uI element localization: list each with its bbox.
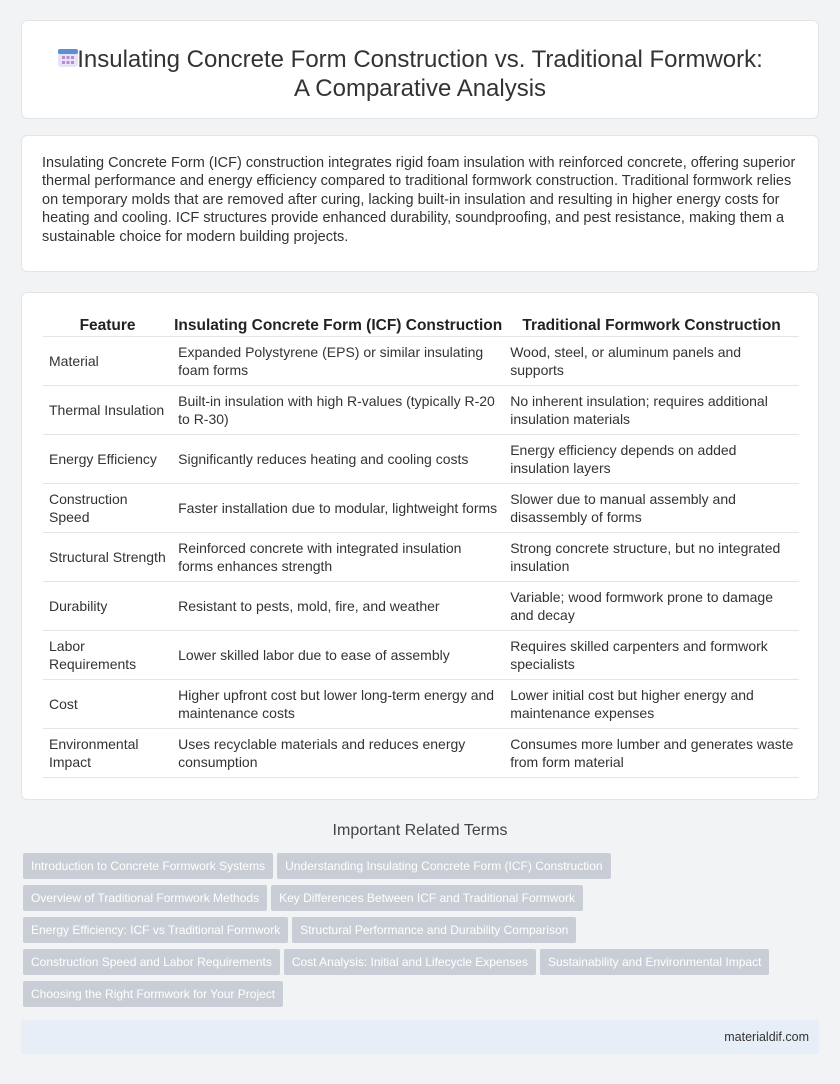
feature-cell: Environmental Impact [43, 729, 172, 778]
feature-cell: Material [43, 337, 172, 386]
traditional-cell: Strong concrete structure, but no integrated insulation [504, 533, 799, 582]
feature-cell: Construction Speed [43, 484, 172, 533]
table-row [43, 337, 799, 386]
icf-cell: Higher upfront cost but lower long-term energy and maintenance costs [172, 680, 504, 729]
title-card [21, 20, 819, 119]
intro-card [21, 135, 819, 272]
related-term-tag[interactable]: Sustainability and Environmental Impact [540, 949, 769, 975]
table-row [43, 631, 799, 680]
page-title-line1: Insulating Concrete Form Construction vs. Traditional Formwork: [77, 46, 763, 73]
page-title [22, 45, 818, 103]
feature-cell: Labor Requirements [43, 631, 172, 680]
icf-cell: Uses recyclable materials and reduces energy consumption [172, 729, 504, 778]
feature-cell: Structural Strength [43, 533, 172, 582]
table-row [43, 729, 799, 778]
table-row [43, 533, 799, 582]
related-term-tag[interactable]: Key Differences Between ICF and Traditional Formwork [271, 885, 583, 911]
page-title-line2: A Comparative Analysis [293, 75, 547, 102]
icf-cell: Faster installation due to modular, lightweight forms [172, 484, 504, 533]
intro-paragraph: Insulating Concrete Form (ICF) construction integrates rigid foam insulation with reinforced concrete, offering superior thermal performance and energy efficiency compared to traditional formwork construction. Traditional formwork relies on temporary molds that are removed after curing, lacking built-in insulation and resulting in higher energy costs for heating and cooling. ICF structures provide enhanced durability, soundproofing, and pest resistance, making them a sustainable choice for modern building projects. [42, 155, 796, 245]
feature-cell: Durability [43, 582, 172, 631]
header-icf: Insulating Concrete Form (ICF) Construction [172, 315, 504, 337]
header-traditional: Traditional Formwork Construction [504, 315, 799, 337]
icf-cell: Reinforced concrete with integrated insulation forms enhances strength [172, 533, 504, 582]
comparison-table [43, 315, 799, 778]
icf-cell: Significantly reduces heating and cooling costs [172, 435, 504, 484]
traditional-cell: Variable; wood formwork prone to damage and decay [504, 582, 799, 631]
tag-row [23, 949, 803, 981]
related-term-tag[interactable]: Construction Speed and Labor Requirements [23, 949, 280, 975]
table-row [43, 484, 799, 533]
related-term-tag[interactable]: Introduction to Concrete Formwork Systems [23, 853, 273, 879]
related-term-tag[interactable]: Overview of Traditional Formwork Methods [23, 885, 267, 911]
related-term-tag[interactable]: Structural Performance and Durability Comparison [292, 917, 576, 943]
tag-row [23, 917, 803, 949]
traditional-cell: Lower initial cost but higher energy and maintenance expenses [504, 680, 799, 729]
related-term-tag[interactable]: Cost Analysis: Initial and Lifecycle Expenses [284, 949, 536, 975]
traditional-cell: Requires skilled carpenters and formwork specialists [504, 631, 799, 680]
table-row [43, 435, 799, 484]
tag-row [23, 853, 803, 885]
related-term-tag[interactable]: Energy Efficiency: ICF vs Traditional Formwork [23, 917, 288, 943]
traditional-cell: Wood, steel, or aluminum panels and supports [504, 337, 799, 386]
table-row [43, 680, 799, 729]
comparison-table-card [21, 292, 819, 800]
footer [21, 1020, 819, 1054]
icf-cell: Lower skilled labor due to ease of assembly [172, 631, 504, 680]
feature-cell: Thermal Insulation [43, 386, 172, 435]
feature-cell: Energy Efficiency [43, 435, 172, 484]
header-feature: Feature [43, 315, 172, 337]
traditional-cell: Consumes more lumber and generates waste from form material [504, 729, 799, 778]
table-row [43, 386, 799, 435]
feature-cell: Cost [43, 680, 172, 729]
icf-cell: Resistant to pests, mold, fire, and weather [172, 582, 504, 631]
footer-site-link[interactable]: materialdif.com [724, 1030, 809, 1044]
traditional-cell: No inherent insulation; requires additional insulation materials [504, 386, 799, 435]
related-term-tag[interactable]: Choosing the Right Formwork for Your Project [23, 981, 283, 1007]
traditional-cell: Energy efficiency depends on added insulation layers [504, 435, 799, 484]
related-terms-list [23, 853, 803, 1013]
table-header-row [43, 315, 799, 337]
traditional-cell: Slower due to manual assembly and disassembly of forms [504, 484, 799, 533]
tag-row [23, 981, 803, 1013]
related-term-tag[interactable]: Understanding Insulating Concrete Form (ICF) Construction [277, 853, 610, 879]
icf-cell: Built-in insulation with high R-values (typically R-20 to R-30) [172, 386, 504, 435]
icf-cell: Expanded Polystyrene (EPS) or similar insulating foam forms [172, 337, 504, 386]
related-terms-heading: Important Related Terms [332, 822, 508, 839]
table-row [43, 582, 799, 631]
tag-row [23, 885, 803, 917]
